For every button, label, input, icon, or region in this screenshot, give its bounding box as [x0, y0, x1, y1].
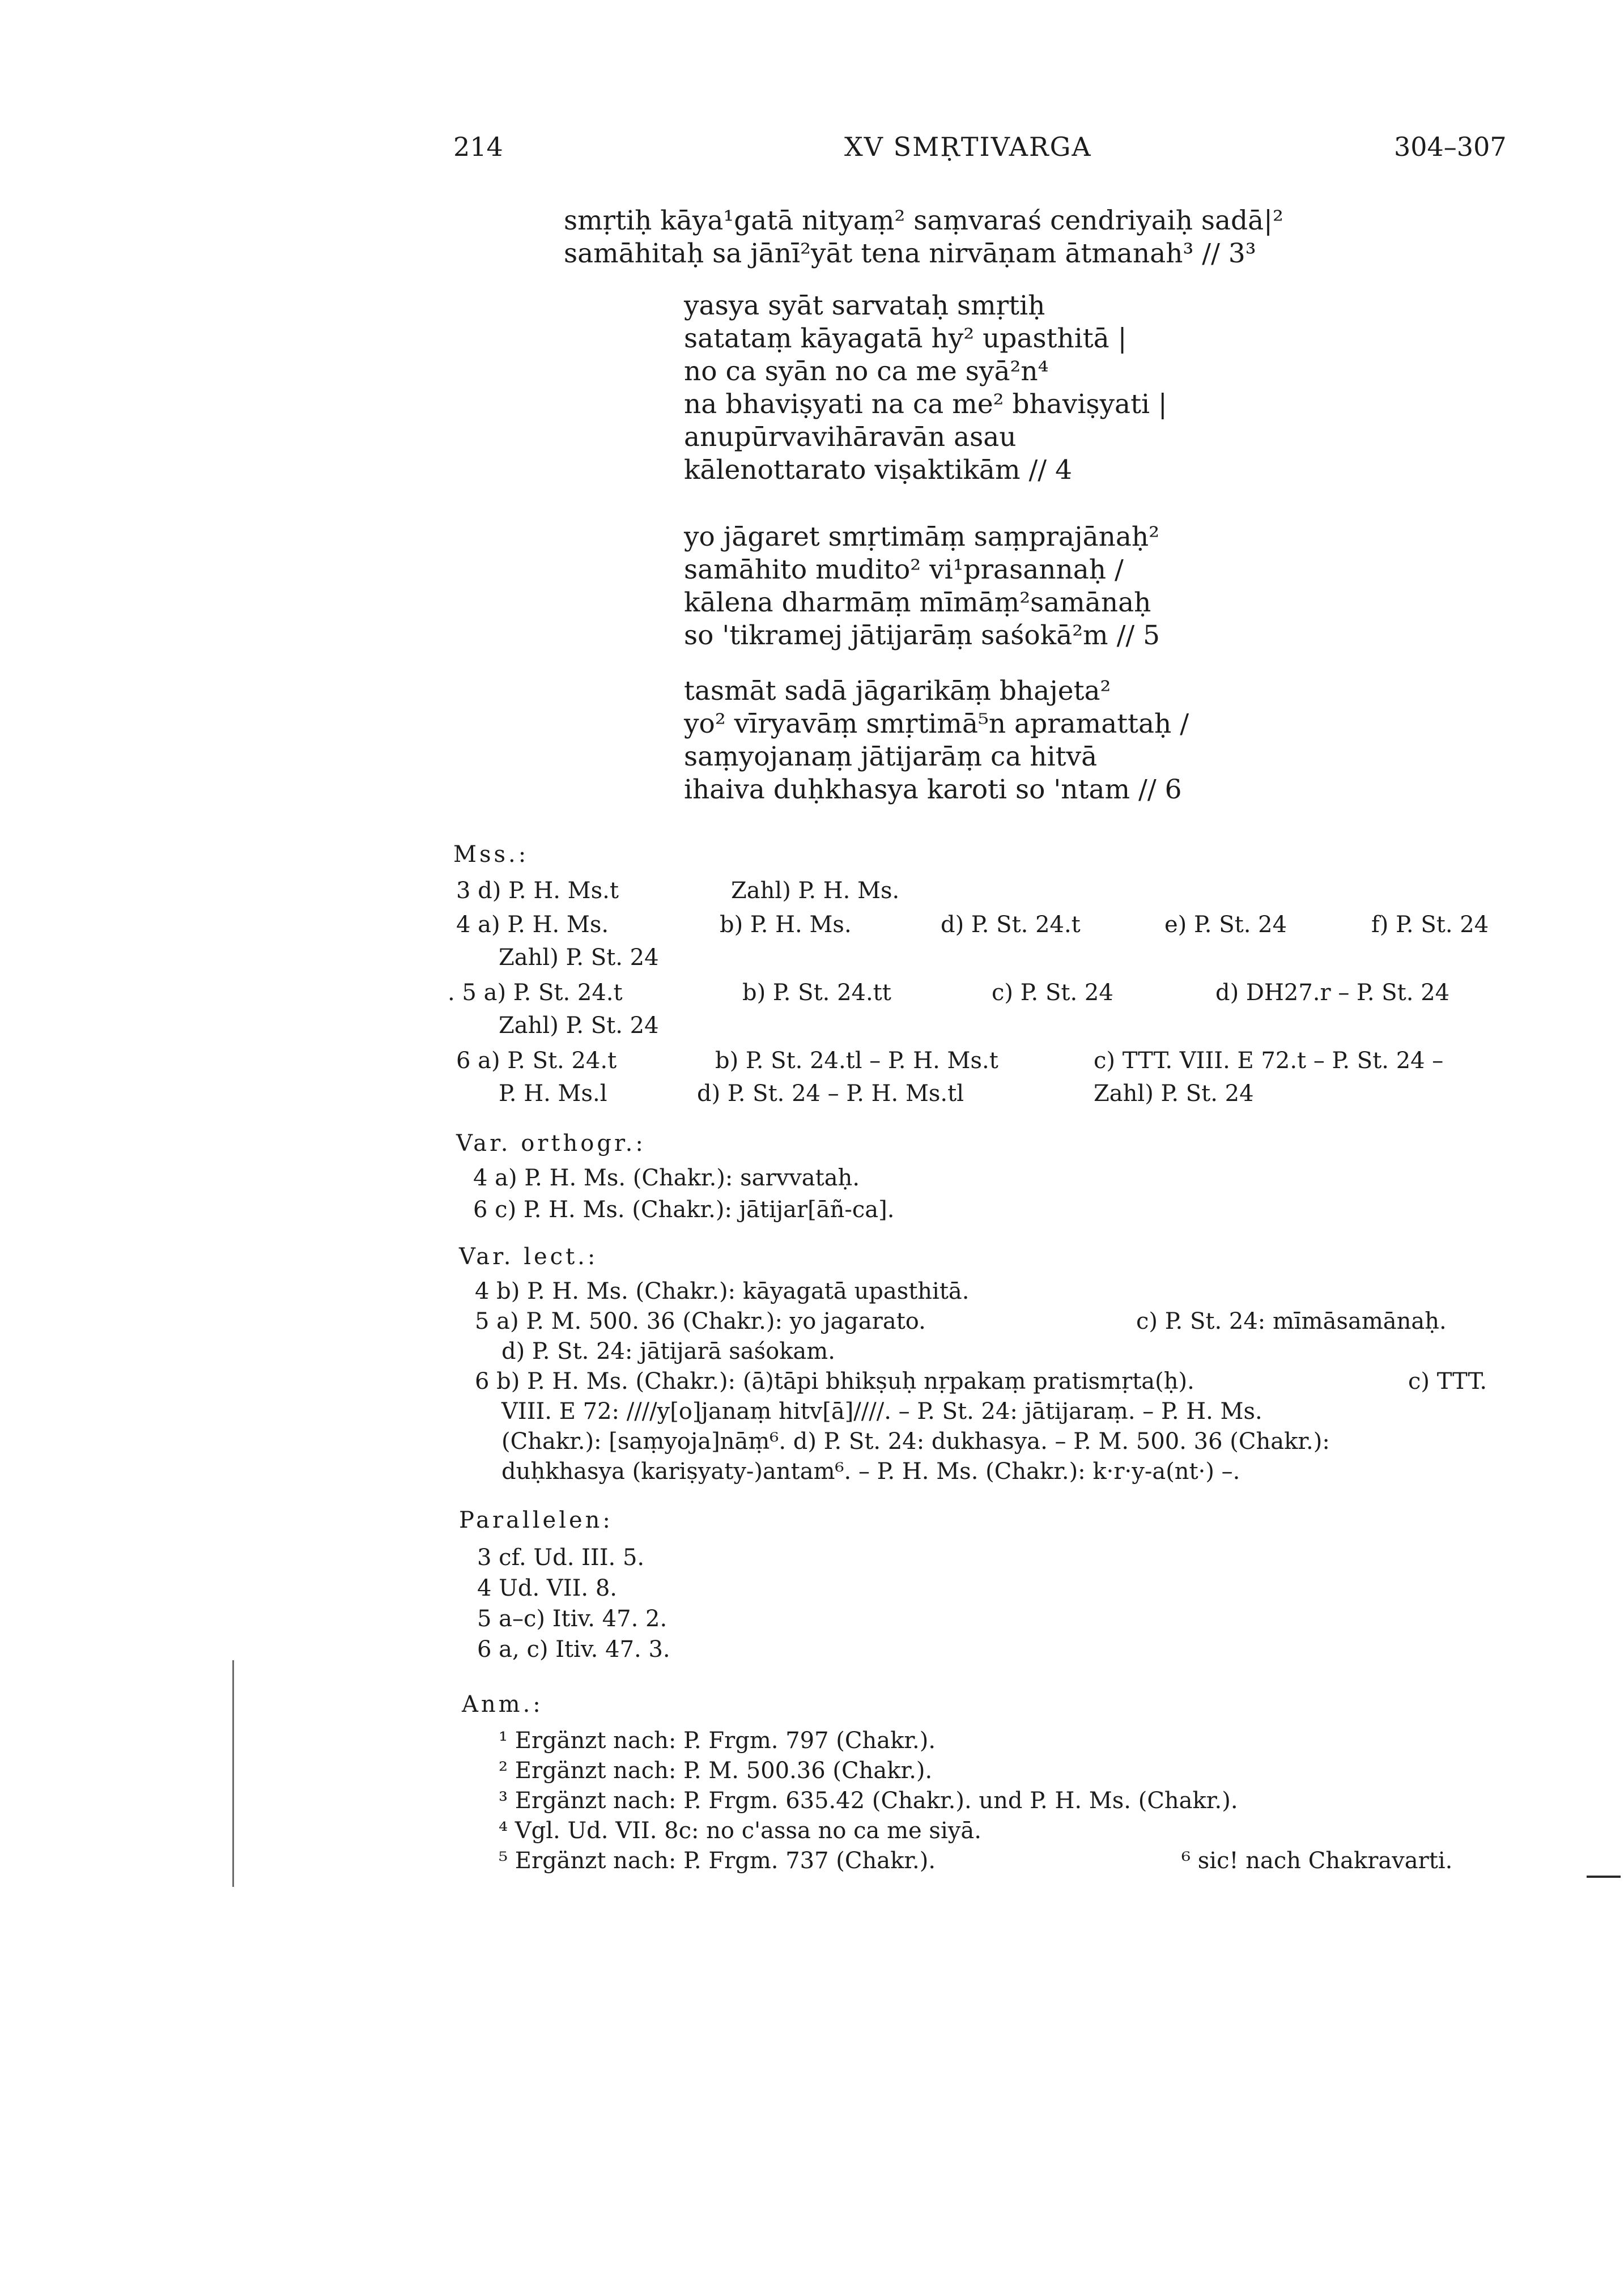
page-number: 214 [453, 131, 503, 162]
var-lect-line: 6 b) P. H. Ms. (Chakr.): (ā)tāpi bhikṣuḥ nṛpakaṃ pratismṛta(ḥ). [475, 1368, 1194, 1394]
parallel-line: 4 Ud. VII. 8. [477, 1575, 617, 1601]
mss-entry: d) DH27.r – P. St. 24 [1215, 980, 1450, 1006]
var-lect-label: Var. lect.: [459, 1244, 598, 1270]
mss-entry: d) P. St. 24 – P. H. Ms.tl [697, 1081, 964, 1107]
note-3: ³ Ergänzt nach: P. Frgm. 635.42 (Chakr.). und P. H. Ms. (Chakr.). [499, 1788, 1238, 1814]
var-lect-line: c) P. St. 24: mīmāsamānaḥ. [1136, 1308, 1447, 1334]
verse3-line2: samāhitaḥ sa jānī²yāt tena nirvāṇam ātmanah³ // 3³ [564, 238, 1256, 269]
var-orthogr-line: 6 c) P. H. Ms. (Chakr.): jātijar[āñ-ca]. [473, 1197, 895, 1223]
note-2: ² Ergänzt nach: P. M. 500.36 (Chakr.). [499, 1758, 933, 1784]
verse4-line: satataṃ kāyagatā hy² upasthitā | [684, 323, 1127, 354]
verse6-line: saṃyojanaṃ jātijarāṃ ca hitvā [684, 741, 1098, 772]
var-orthogr-line: 4 a) P. H. Ms. (Chakr.): sarvvataḥ. [473, 1165, 860, 1191]
mss-entry: c) P. St. 24 [992, 980, 1113, 1006]
verse5-line: so 'tikramej jātijarāṃ saśokā²m // 5 [684, 620, 1160, 651]
verse-range: 304–307 [1394, 131, 1507, 162]
mss-entry: P. H. Ms.l [499, 1081, 607, 1107]
scan-edge-mark [1587, 1876, 1621, 1878]
mss-entry: b) P. H. Ms. [720, 912, 852, 938]
mss-entry: 3 d) P. H. Ms.t [456, 878, 619, 904]
var-lect-line: VIII. E 72: ////y[o]janaṃ hitv[ā]////. – P. St. 24: jātijaraṃ. – P. H. Ms. [501, 1398, 1262, 1425]
parallel-line: 5 a–c) Itiv. 47. 2. [477, 1606, 668, 1632]
mss-entry: c) TTT. VIII. E 72.t – P. St. 24 – [1094, 1048, 1444, 1074]
mss-entry: f) P. St. 24 [1371, 912, 1489, 938]
var-lect-line: 5 a) P. M. 500. 36 (Chakr.): yo jagarato. [475, 1308, 926, 1334]
mss-entry: 4 a) P. H. Ms. [456, 912, 609, 938]
var-lect-line: d) P. St. 24: jātijarā saśokam. [501, 1338, 835, 1364]
verse5-line: yo jāgaret smṛtimāṃ saṃprajānaḥ² [684, 521, 1160, 552]
verse3-line1: smṛtiḥ kāya¹gatā nityaṃ² saṃvaraś cendriyaiḥ sadā|² [564, 205, 1283, 236]
var-orthogr-label: Var. orthogr.: [456, 1130, 646, 1156]
verse6-line: tasmāt sadā jāgarikāṃ bhajeta² [684, 675, 1111, 707]
verse4-line: anupūrvavihāravān asau [684, 422, 1017, 453]
verse4-line: yasya syāt sarvataḥ smṛtiḥ [684, 290, 1045, 321]
mss-entry: e) P. St. 24 [1164, 912, 1287, 938]
note-6: ⁶ sic! nach Chakravarti. [1181, 1848, 1453, 1874]
mss-entry: b) P. St. 24.tt [742, 980, 891, 1006]
note-5: ⁵ Ergänzt nach: P. Frgm. 737 (Chakr.). [499, 1848, 936, 1874]
verse5-line: kālena dharmāṃ mīmāṃ²samānaḥ [684, 587, 1151, 618]
var-lect-line: duḥkhasya (kariṣyaty-)antam⁶. – P. H. Ms. (Chakr.): k·r·y-a(nt·) –. [501, 1459, 1240, 1485]
mss-entry: Zahl) P. St. 24 [499, 945, 659, 971]
mss-entry: Zahl) P. St. 24 [499, 1013, 659, 1039]
mss-entry: Zahl) P. St. 24 [1094, 1081, 1254, 1107]
mss-entry: b) P. St. 24.tl – P. H. Ms.t [715, 1048, 998, 1074]
verse6-line: yo² vīryavāṃ smṛtimā⁵n apramattaḥ / [684, 708, 1189, 739]
mss-entry: 6 a) P. St. 24.t [456, 1048, 617, 1074]
note-1: ¹ Ergänzt nach: P. Frgm. 797 (Chakr.). [499, 1728, 936, 1754]
verse4-line: kālenottarato viṣaktikām // 4 [684, 454, 1072, 486]
note-4: ⁴ Vgl. Ud. VII. 8c: no c'assa no ca me siyā. [499, 1818, 981, 1844]
anm-label: Anm.: [462, 1691, 543, 1717]
mss-entry: Zahl) P. H. Ms. [731, 878, 900, 904]
parallel-line: 6 a, c) Itiv. 47. 3. [477, 1636, 670, 1663]
verse4-line: na bhaviṣyati na ca me² bhaviṣyati | [684, 389, 1167, 420]
scan-margin-line [232, 1660, 234, 1887]
var-lect-line: (Chakr.): [saṃyoja]nāṃ⁶. d) P. St. 24: dukhasya. – P. M. 500. 36 (Chakr.): [501, 1428, 1330, 1455]
var-lect-line: 4 b) P. H. Ms. (Chakr.): kāyagatā upasthitā. [475, 1278, 970, 1304]
verse5-line: samāhito mudito² vi¹prasannaḥ / [684, 554, 1124, 585]
mss-entry: d) P. St. 24.t [941, 912, 1081, 938]
verse4-line: no ca syān no ca me syā²n⁴ [684, 356, 1049, 387]
var-lect-line: c) TTT. [1408, 1368, 1487, 1394]
mss-entry: . 5 a) P. St. 24.t [448, 980, 623, 1006]
running-title: XV SMṚTIVARGA [844, 131, 1092, 162]
verse6-line: ihaiva duḥkhasya karoti so 'ntam // 6 [684, 774, 1182, 805]
mss-label: Mss.: [453, 841, 529, 868]
parallelen-label: Parallelen: [459, 1507, 613, 1533]
parallel-line: 3 cf. Ud. III. 5. [477, 1545, 645, 1571]
